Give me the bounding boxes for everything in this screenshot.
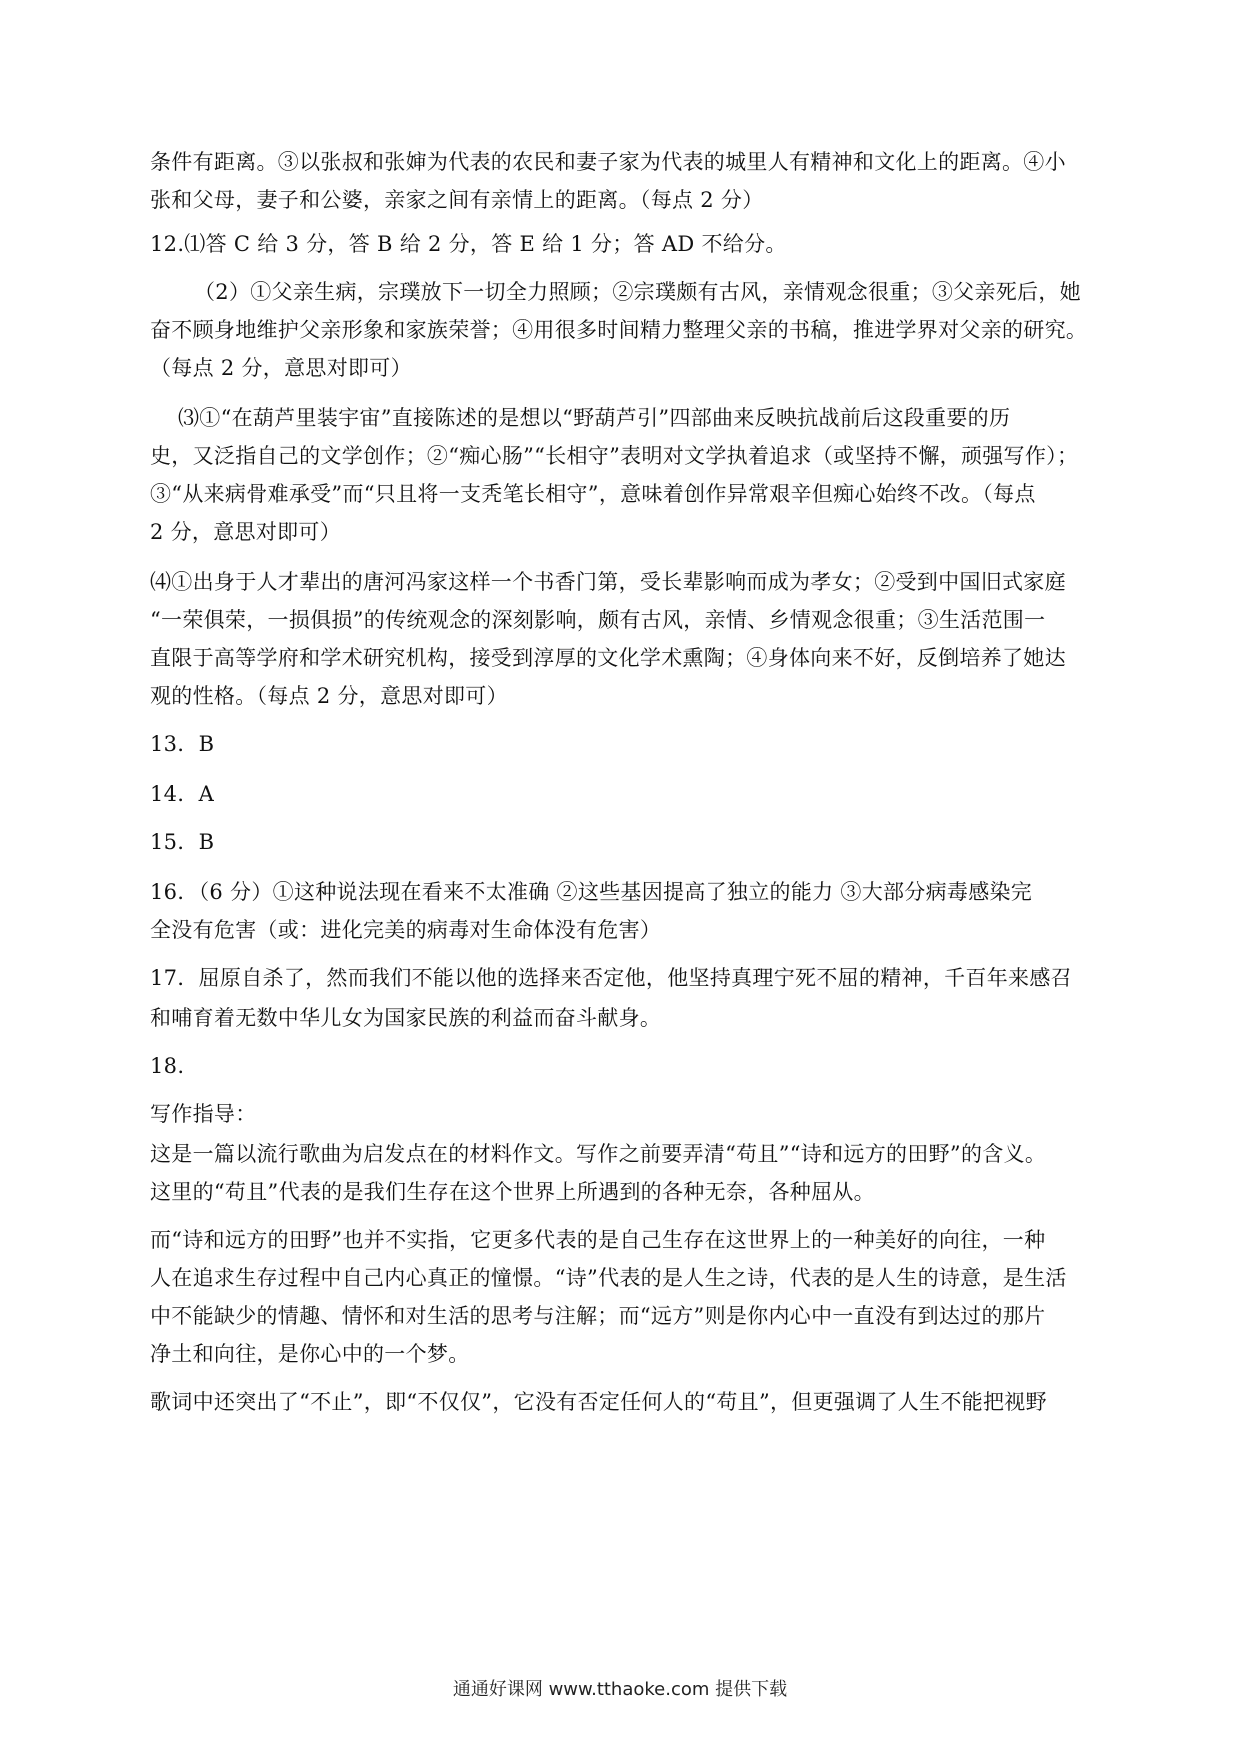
- answer-18: 18.: [150, 1054, 185, 1078]
- text-line: 这里的“苟且”代表的是我们生存在这个世界上所遇到的各种无奈，各种屈从。: [150, 1180, 875, 1204]
- page-footer: 通通好课网 www.tthaoke.com 提供下载: [452, 1679, 788, 1700]
- text-line: 和哺育着无数中华儿女为国家民族的利益而奋斗献身。: [150, 1006, 662, 1030]
- text-line: （每点 2 分，意思对即可）: [150, 356, 412, 380]
- section-heading: 写作指导：: [150, 1102, 257, 1126]
- text-line: ⑷①出身于人才辈出的唐河冯家这样一个书香门第，受长辈影响而成为孝女；②受到中国旧式家庭: [150, 570, 1066, 594]
- text-line: ⑶①“在葫芦里装宇宙”直接陈述的是想以“野葫芦引”四部曲来反映抗战前后这段重要的历: [178, 406, 1011, 430]
- text-line: 奋不顾身地维护父亲形象和家族荣誉；④用很多时间精力整理父亲的书稿，推进学界对父亲的研究。: [150, 318, 1088, 342]
- text-line: 条件有距离。③以张叔和张婶为代表的农民和妻子家为代表的城里人有精神和文化上的距离。④小: [150, 150, 1066, 174]
- text-line: 12.⑴答 C 给 3 分，答 B 给 2 分，答 E 给 1 分；答 AD 不给分。: [150, 232, 787, 256]
- text-line: ③“从来病骨难承受”而“只且将一支秃笔长相守”，意味着创作异常艰辛但痴心始终不改。（每点: [150, 482, 1036, 506]
- text-line: 2 分，意思对即可）: [150, 520, 342, 544]
- text-line: 而“诗和远方的田野”也并不实指，它更多代表的是自己生存在这世界上的一种美好的向往，一种: [150, 1228, 1046, 1252]
- text-line: （2）①父亲生病，宗璞放下一切全力照顾；②宗璞颇有古风，亲情观念很重；③父亲死后，她: [194, 280, 1081, 304]
- text-line: 直限于高等学府和学术研究机构，接受到淳厚的文化学术熏陶；④身体向来不好，反倒培养了她达: [150, 646, 1066, 670]
- text-line: 17．屈原自杀了，然而我们不能以他的选择来否定他，他坚持真理宁死不屈的精神，千百年来感召: [150, 966, 1072, 990]
- text-line: “一荣俱荣，一损俱损”的传统观念的深刻影响，颇有古风，亲情、乡情观念很重；③生活范围一: [150, 608, 1046, 632]
- text-line: 这是一篇以流行歌曲为启发点在的材料作文。写作之前要弄清“苟且”“诗和远方的田野”的含义。: [150, 1142, 1047, 1166]
- text-line: 史，又泛指自己的文学创作；②“痴心肠”“长相守”表明对文学执着追求（或坚持不懈，顽强写作）；: [150, 444, 1079, 468]
- text-line: 张和父母，妻子和公婆，亲家之间有亲情上的距离。（每点 2 分）: [150, 188, 764, 212]
- text-line: 人在追求生存过程中自己内心真正的憧憬。“诗”代表的是人生之诗，代表的是人生的诗意，是生活: [150, 1266, 1067, 1290]
- text-line: 歌词中还突出了“不止”，即“不仅仅”，它没有否定任何人的“苟且”，但更强调了人生不能把视野: [150, 1390, 1047, 1414]
- text-line: 16．（6 分）①这种说法现在看来不太准确 ②这些基因提高了独立的能力 ③大部分病毒感染完: [150, 880, 1033, 904]
- answer-15: 15．B: [150, 830, 215, 854]
- text-line: 净土和向往，是你心中的一个梦。: [150, 1342, 470, 1366]
- text-line: 观的性格。（每点 2 分，意思对即可）: [150, 684, 508, 708]
- answer-13: 13．B: [150, 732, 215, 756]
- answer-14: 14．A: [150, 782, 215, 806]
- text-line: 全没有危害（或：进化完美的病毒对生命体没有危害）: [150, 918, 662, 942]
- text-line: 中不能缺少的情趣、情怀和对生活的思考与注解；而“远方”则是你内心中一直没有到达过的那片: [150, 1304, 1046, 1328]
